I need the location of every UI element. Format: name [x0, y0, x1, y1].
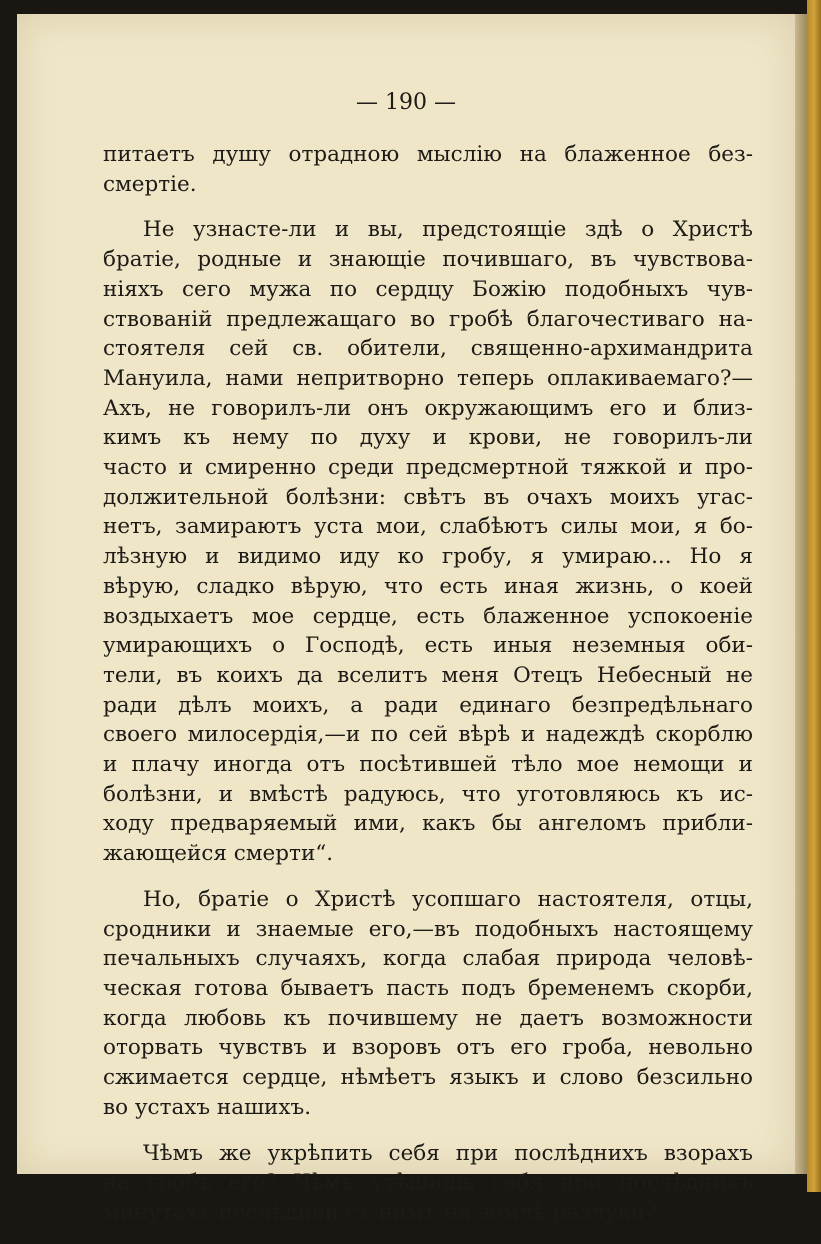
text-line: ходу предваряемый ими, какъ бы ангеломъ прибли-: [103, 811, 753, 837]
page-edge: [795, 14, 807, 1174]
text-line: сжимается сердце, нѣмѣетъ языкъ и слово безсильно: [103, 1065, 753, 1091]
text-line: жающейся смерти“.: [103, 841, 334, 867]
text-line: Не узнасте-ли и вы, предстоящіе здѣ о Христѣ: [143, 217, 753, 243]
text-line: когда любовь къ почившему не даетъ возможности: [103, 1005, 753, 1031]
text-line: и плачу иногда отъ посѣтившей тѣло мое немощи и: [103, 752, 753, 778]
text-line: болѣзни, и вмѣстѣ радуюсь, что уготовляюсь къ ис-: [103, 781, 753, 807]
text-line: тели, въ коихъ да вселитъ меня Отецъ Небесный не: [103, 662, 753, 688]
paragraph: [103, 215, 753, 868]
text-line: смертіе.: [103, 171, 197, 197]
text-line: ніяхъ сего мужа по сердцу Божію подобныхъ чув-: [103, 276, 753, 302]
text-line: сродники и знаемые его,—въ подобныхъ настоящему: [103, 916, 753, 942]
text-line: ческая готова бываетъ пасть подъ бременемъ скорби,: [103, 975, 753, 1001]
text-line: печальныхъ случаяхъ, когда слабая природа человѣ-: [103, 946, 753, 972]
book-page: [17, 14, 795, 1225]
text-line: умирающихъ о Господѣ, есть иныя неземныя оби-: [103, 633, 753, 659]
book-spine: [807, 0, 821, 1192]
text-line: должительной болѣзни: свѣтъ въ очахъ моихъ угас-: [103, 484, 753, 510]
text-line: стоятеля сей св. обители, священно-архимандрита: [103, 336, 753, 362]
text-line: кимъ къ нему по духу и крови, не говорилъ-ли: [103, 425, 753, 451]
paragraph: [103, 885, 753, 1123]
text-line: во устахъ нашихъ.: [103, 1094, 312, 1120]
text-line: минутахъ послѣдней съ нимъ на землѣ разлуки?: [103, 1199, 657, 1225]
text-line: питаетъ душу отрадною мыслію на блаженное без-: [103, 142, 753, 167]
text-line: Чѣмъ же укрѣпить себя при послѣднихъ взорахъ: [143, 1140, 753, 1166]
text-line: своего милосердія,—и по сей вѣрѣ и надеждѣ скорблю: [103, 722, 753, 748]
text-line: оторвать чувствъ и взоровъ отъ его гроба, невольно: [103, 1035, 753, 1061]
page-body-text: [103, 140, 753, 1244]
text-line: братіе, родные и знающіе почившаго, въ чувствова-: [103, 247, 753, 273]
text-line: Но, братіе о Христѣ усопшаго настоятеля, отцы,: [143, 886, 753, 912]
paragraph: [103, 140, 753, 199]
paragraph: [103, 1139, 753, 1228]
text-line: Ахъ, не говорилъ-ли онъ окружающимъ его и близ-: [103, 395, 753, 421]
text-line: нетъ, замираютъ уста мои, слабѣютъ силы мои, я бо-: [103, 514, 753, 540]
text-line: ради дѣлъ моихъ, а ради единаго безпредѣльнаго: [103, 692, 753, 718]
text-line: лѣзную и видимо иду ко гробу, я умираю... Но я: [103, 544, 753, 570]
text-line: вѣрую, сладко вѣрую, что есть иная жизнь, о коей: [103, 573, 753, 599]
page-number: — 190 —: [356, 90, 456, 115]
text-line: на гробъ его? Чѣмъ утѣшишь себя при послѣднихъ: [103, 1170, 753, 1196]
text-line: ствованій предлежащаго во гробѣ благочестиваго на-: [103, 306, 753, 332]
text-line: Мануила, нами непритворно теперь оплакиваемаго?—: [103, 365, 753, 391]
text-line: воздыхаетъ мое сердце, есть блаженное успокоеніе: [103, 603, 753, 629]
text-line: часто и смиренно среди предсмертной тяжкой и про-: [103, 455, 753, 481]
